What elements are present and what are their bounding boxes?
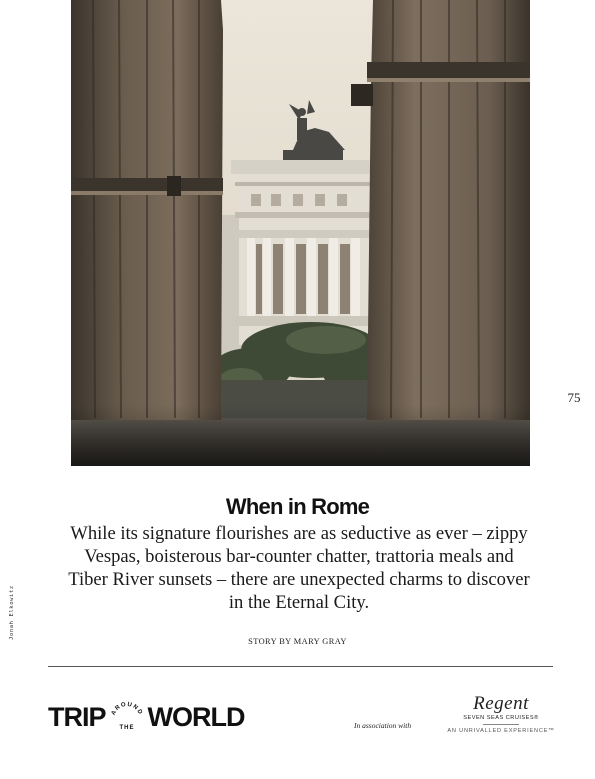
brand-arc-icon	[108, 700, 146, 734]
brand-arc-top: AROUND	[110, 701, 143, 717]
photo-credit: Jonah Elkowitz	[9, 585, 15, 640]
brand-word-left: TRIP	[48, 701, 106, 732]
svg-text:AROUND	[110, 702, 143, 717]
partner-divider	[483, 724, 519, 725]
article-headline: When in Rome	[225, 494, 370, 519]
partner-logo	[446, 694, 556, 734]
article-standfirst: While its signature flourishes are as seductive as ever – zippy Vespas, boisterous bar-counter chatter, trattoria meals and Tiber River sunsets – there are unexpected charms to discover in the Eternal City.	[68, 523, 530, 613]
brand-arc-bottom: THE	[119, 725, 135, 731]
page-number: 75	[567, 390, 581, 405]
partner-name: Regent	[473, 693, 529, 714]
hero-photo	[71, 0, 530, 466]
hero-photo-illustration	[71, 0, 530, 466]
brand-logo	[48, 700, 245, 734]
article-byline: STORY BY MARY GRAY	[248, 637, 347, 646]
association-label: In association with	[354, 721, 412, 730]
partner-tagline: AN UNRIVALLED EXPERIENCE™	[447, 728, 555, 734]
footer-divider	[48, 666, 553, 667]
brand-word-right: WORLD	[147, 701, 245, 732]
partner-subtitle: SEVEN SEAS CRUISES®	[463, 715, 539, 721]
